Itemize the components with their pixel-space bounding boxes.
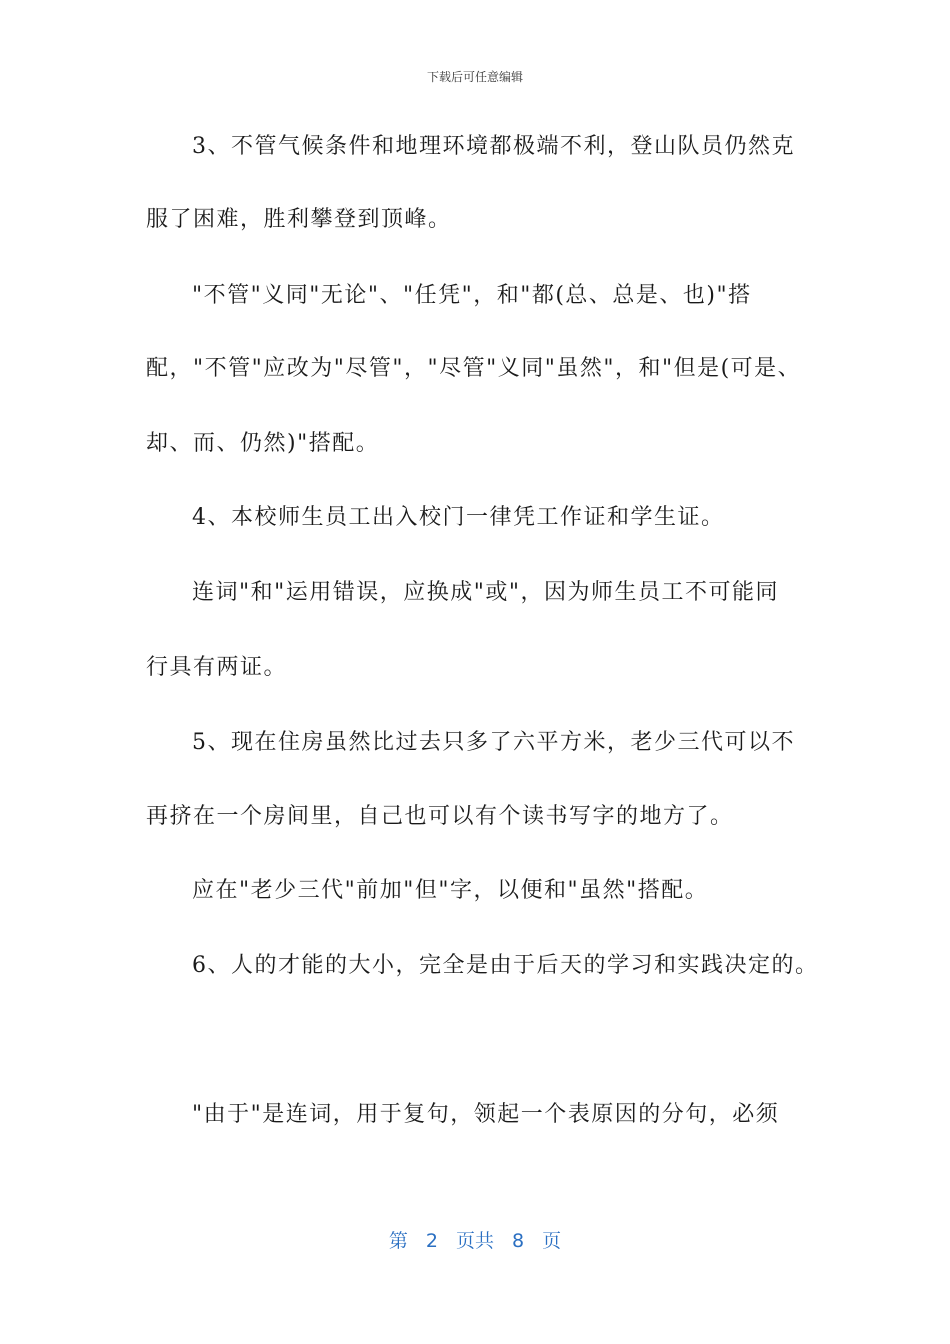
- paragraph-line: 连词"和"运用错误，应换成"或"，因为师生员工不可能同: [192, 580, 779, 605]
- paragraph-line: 却、而、仍然)"搭配。: [146, 431, 380, 456]
- paragraph-line: 6、人的才能的大小，完全是由于后天的学习和实践决定的。: [192, 953, 819, 978]
- page-footer: [0, 1226, 950, 1253]
- footer-total-pages: 8: [512, 1230, 525, 1252]
- footer-prefix: 第: [388, 1230, 408, 1252]
- paragraph-line: "由于"是连词，用于复句，领起一个表原因的分句，必须: [192, 1102, 780, 1127]
- paragraph-line: 3、不管气候条件和地理环境都极端不利，登山队员仍然克: [192, 134, 795, 159]
- paragraph-line: 5、现在住房虽然比过去只多了六平方米，老少三代可以不: [192, 730, 795, 755]
- paragraph-line: 应在"老少三代"前加"但"字，以便和"虽然"搭配。: [192, 878, 709, 903]
- footer-page-number: 2: [425, 1230, 438, 1252]
- footer-middle: 页共: [455, 1230, 494, 1252]
- footer-suffix: 页: [542, 1230, 562, 1252]
- paragraph-line: 配，"不管"应改为"尽管"，"尽管"义同"虽然"，和"但是(可是、: [146, 356, 802, 381]
- paragraph-line: 服了困难，胜利攀登到顶峰。: [146, 207, 452, 232]
- paragraph-line: 行具有两证。: [146, 655, 288, 680]
- paragraph-line: 再挤在一个房间里，自己也可以有个读书写字的地方了。: [146, 804, 734, 829]
- paragraph-line: "不管"义同"无论"、"任凭"，和"都(总、总是、也)"搭: [192, 283, 752, 308]
- page-header: 下载后可任意编辑: [426, 70, 523, 84]
- paragraph-line: 4、本校师生员工出入校门一律凭工作证和学生证。: [192, 505, 725, 530]
